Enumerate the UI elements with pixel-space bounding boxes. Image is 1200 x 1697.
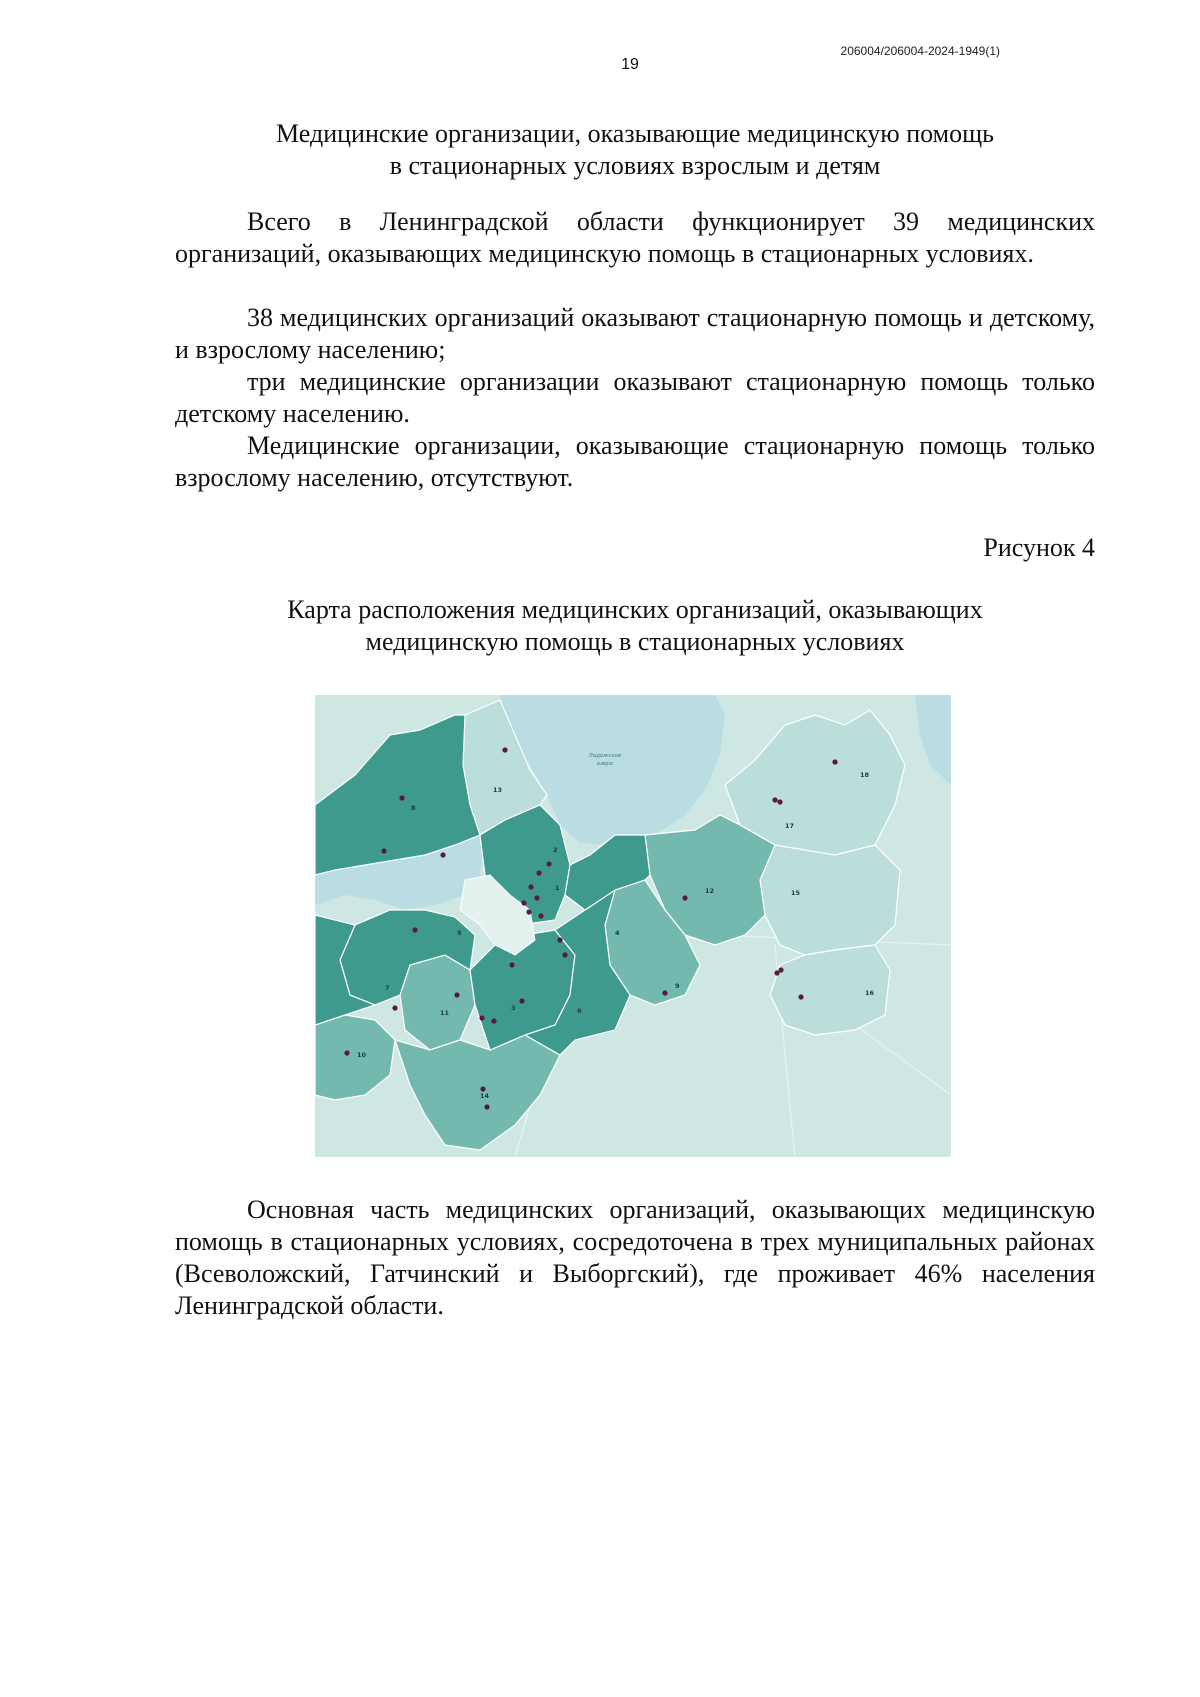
hospital-marker: [546, 861, 551, 866]
paragraph-mixed: 38 медицинских организаций оказывают стационарную помощь и детскому, и взрослому населению;: [175, 303, 1095, 364]
district-label-8: 8: [411, 804, 416, 812]
district-label-18: 18: [860, 771, 870, 779]
paragraph-children: три медицинские организации оказывают стационарную помощь только детскому населению.: [175, 367, 1095, 428]
district-label-3: 3: [511, 1004, 516, 1012]
hospital-marker: [454, 992, 459, 997]
hospital-marker: [526, 909, 531, 914]
district-label-6: 6: [577, 1007, 582, 1015]
hospital-marker: [538, 913, 543, 918]
hospital-marker: [662, 990, 667, 995]
district-label-5: 5: [457, 929, 462, 937]
hospital-marker: [440, 852, 445, 857]
district-label-13: 13: [493, 786, 503, 794]
hospital-marker: [344, 1050, 349, 1055]
hospital-marker: [682, 895, 687, 900]
district-label-9: 9: [675, 982, 680, 990]
district-label-11: 11: [440, 1009, 450, 1017]
hospital-marker: [777, 799, 782, 804]
hospital-marker: [772, 797, 777, 802]
page-number: 19: [621, 56, 639, 73]
hospital-marker: [381, 848, 386, 853]
lake-label-line-2: озеро: [596, 761, 614, 767]
region-map: [315, 695, 951, 1157]
paragraph-conclusion: Основная часть медицинских организаций, оказывающих медицинскую помощь в стационарных условиях, сосредоточена в трех муниципальных районах (Всеволожский, Гатчинский и Выборгский), где проживает 46% населения Ленинградской области.: [175, 1195, 1095, 1320]
hospital-marker: [480, 1086, 485, 1091]
hospital-marker: [399, 795, 404, 800]
hospital-marker: [832, 759, 837, 764]
paragraph-adults: Медицинские организации, оказывающие стационарную помощь только взрослому населению, отсутствуют.: [175, 431, 1095, 492]
section-title: [175, 118, 1095, 182]
figure-label: Рисунок 4: [983, 533, 1095, 562]
district-label-1: 1: [555, 884, 560, 892]
hospital-marker: [778, 967, 783, 972]
section-title-line-2: в стационарных условиях взрослым и детям: [389, 151, 881, 180]
hospital-marker: [534, 895, 539, 900]
district-15: [760, 845, 900, 955]
hospital-marker: [528, 884, 533, 889]
lake-label-line-1: Ладожское: [588, 753, 622, 759]
hospital-marker: [536, 870, 541, 875]
figure-caption-line-1: Карта расположения медицинских организаций, оказывающих: [287, 595, 983, 624]
district-label-17: 17: [785, 822, 795, 830]
hospital-marker: [557, 937, 562, 942]
hospital-marker: [412, 927, 417, 932]
hospital-marker: [491, 1018, 496, 1023]
district-label-4: 4: [615, 929, 620, 937]
hospital-marker: [798, 994, 803, 999]
district-label-7: 7: [385, 984, 390, 992]
hospital-marker: [521, 900, 526, 905]
hospital-marker: [519, 998, 524, 1003]
region-map-svg: [315, 695, 951, 1157]
paragraph-total: Всего в Ленинградской области функционирует 39 медицинских организаций, оказывающих медицинскую помощь в стационарных условиях.: [175, 207, 1095, 268]
district-label-2: 2: [553, 846, 558, 854]
figure-caption-line-2: медицинскую помощь в стационарных условиях: [365, 627, 905, 656]
district-label-14: 14: [480, 1092, 490, 1100]
hospital-marker: [392, 1005, 397, 1010]
hospital-marker: [562, 952, 567, 957]
district-label-16: 16: [865, 989, 875, 997]
district-label-10: 10: [357, 1051, 367, 1059]
district-label-12: 12: [705, 887, 715, 895]
document-id: 206004/206004-2024-1949(1): [840, 44, 1000, 58]
figure-caption: [175, 594, 1095, 658]
district-label-15: 15: [791, 889, 801, 897]
hospital-marker: [484, 1104, 489, 1109]
hospital-marker: [502, 747, 507, 752]
hospital-marker: [509, 962, 514, 967]
section-title-line-1: Медицинские организации, оказывающие медицинскую помощь: [276, 119, 994, 148]
hospital-marker: [479, 1015, 484, 1020]
